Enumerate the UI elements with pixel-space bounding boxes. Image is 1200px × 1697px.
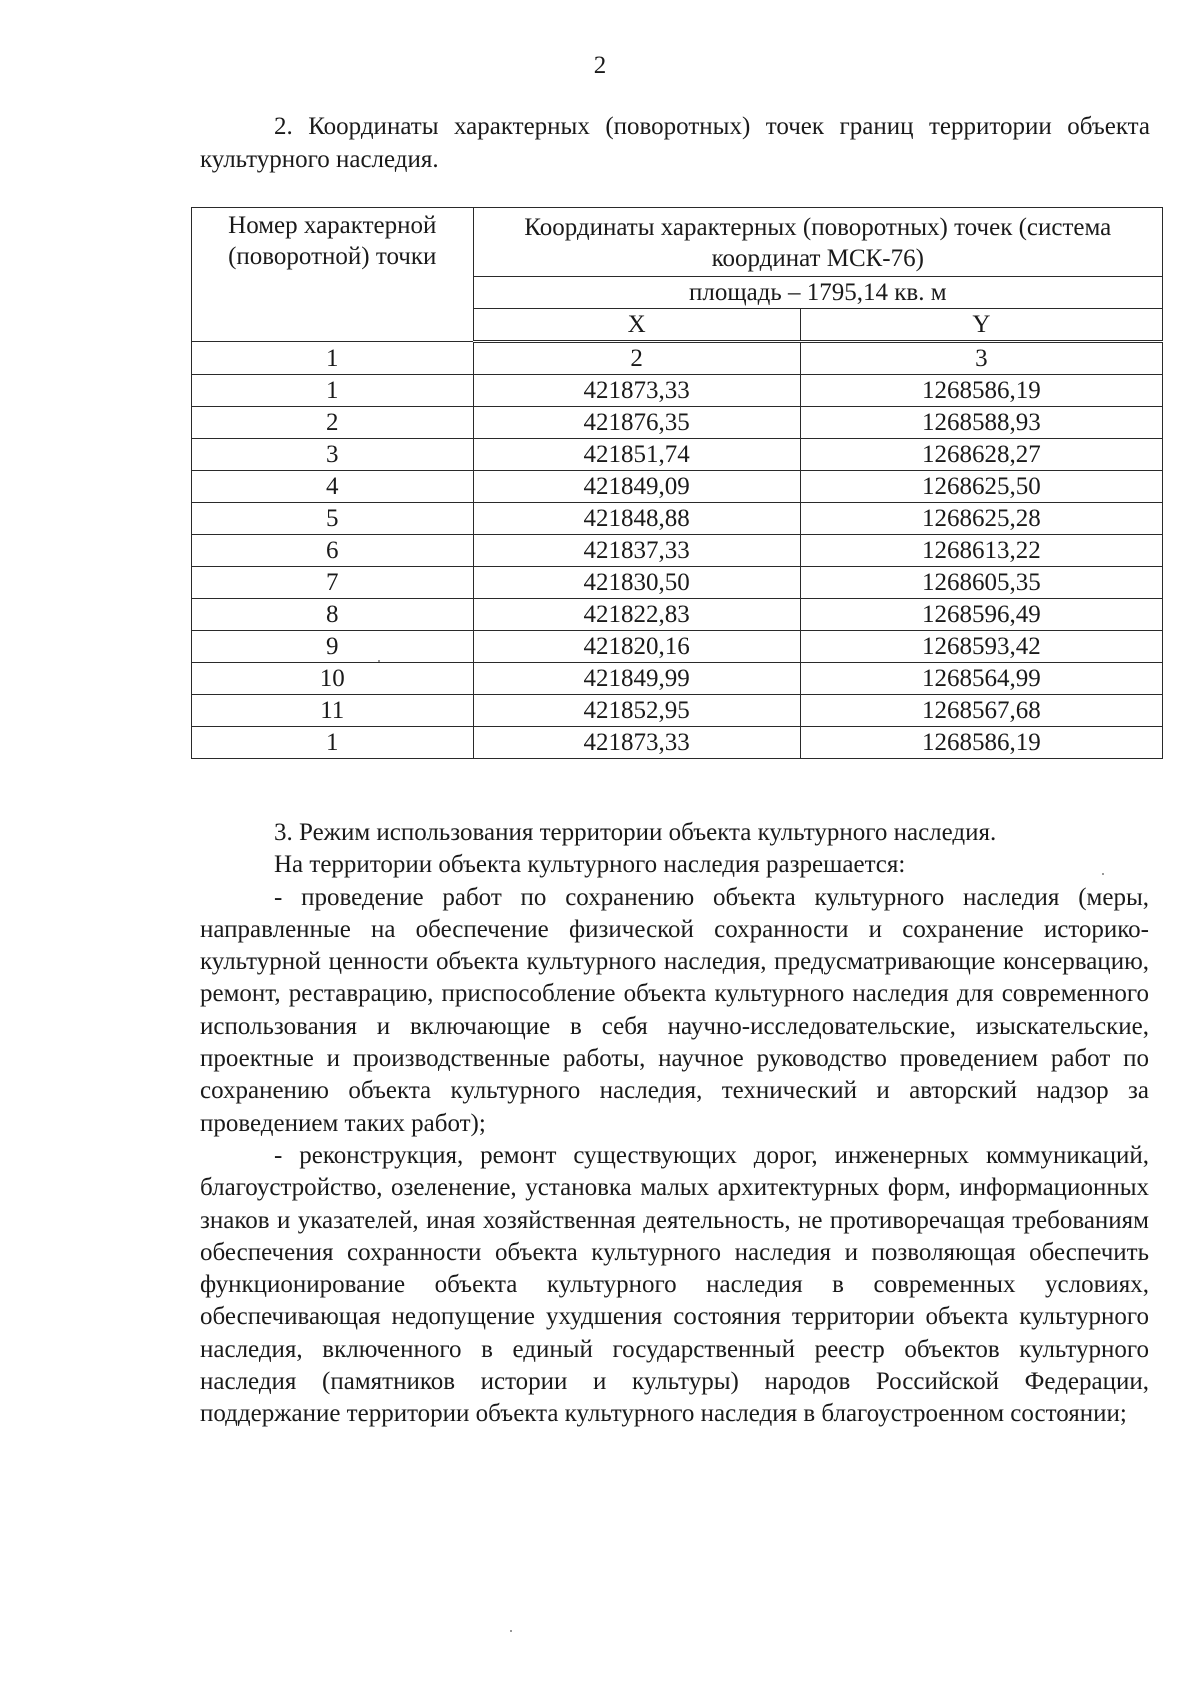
permitted-activity-item: - проведение работ по сохранению объекта культурного наследия (меры, направленные на обеспечение физической сохранности и сохранение историко-культурной ценности объекта культурного наследия, предусматривающие консервацию, ремонт, реставрацию, приспособление объекта культурного наследия для современного использования и включающие в себя научно-исследовательские, изыскательские, проектные и производственные работы, научное руководство проведением работ по сохранению объекта культурного наследия, технический и авторский надзор за проведением таких работ); xyxy=(200,883,1149,1137)
table-row xyxy=(192,631,1163,663)
header-col-y: Y xyxy=(800,309,1162,342)
y-coordinate-cell: 1268625,50 xyxy=(800,471,1162,503)
x-coordinate-cell: 421849,09 xyxy=(473,471,800,503)
column-numbers-row xyxy=(192,342,1163,375)
column-number-cell: 1 xyxy=(192,342,474,375)
x-coordinate-cell: 421849,99 xyxy=(473,663,800,695)
table-row xyxy=(192,695,1163,727)
scan-speck xyxy=(510,1630,512,1632)
table-row xyxy=(192,471,1163,503)
y-coordinate-cell: 1268586,19 xyxy=(800,375,1162,407)
x-coordinate-cell: 421873,33 xyxy=(473,727,800,759)
point-number-cell: 1 xyxy=(192,375,474,407)
permitted-activity-item: - реконструкция, ремонт существующих дорог, инженерных коммуникаций, благоустройство, озеленение, установка малых архитектурных форм, информационных знаков и указателей, иная хозяйственная деятельность, не противоречащая требованиям обеспечения сохранности объекта культурного наследия и позволяющая обеспечить функционирование объекта культурного наследия в современных условиях, обеспечивающая недопущение ухудшения состояния территории объекта культурного наследия, включенного в единый государственный реестр объектов культурного наследия (памятников истории и культуры) народов Российской Федерации, поддержание территории объекта культурного наследия в благоустроенном состоянии; xyxy=(200,1141,1149,1428)
table-row xyxy=(192,439,1163,471)
point-number-cell: 11 xyxy=(192,695,474,727)
y-coordinate-cell: 1268588,93 xyxy=(800,407,1162,439)
y-coordinate-cell: 1268628,27 xyxy=(800,439,1162,471)
point-number-cell: 5 xyxy=(192,503,474,535)
header-area: площадь – 1795,14 кв. м xyxy=(473,277,1162,309)
section-3-intro: На территории объекта культурного наследия разрешается: xyxy=(274,851,906,879)
point-number-cell: 10 xyxy=(192,663,474,695)
column-number-cell: 2 xyxy=(473,342,800,375)
x-coordinate-cell: 421820,16 xyxy=(473,631,800,663)
x-coordinate-cell: 421822,83 xyxy=(473,599,800,631)
point-number-cell: 1 xyxy=(192,727,474,759)
scan-speck xyxy=(1102,873,1104,875)
point-number-cell: 4 xyxy=(192,471,474,503)
point-number-cell: 9 xyxy=(192,631,474,663)
x-coordinate-cell: 421852,95 xyxy=(473,695,800,727)
point-number-cell: 6 xyxy=(192,535,474,567)
table-row xyxy=(192,503,1163,535)
table-row xyxy=(192,727,1163,759)
point-number-cell: 2 xyxy=(192,407,474,439)
table-row xyxy=(192,407,1163,439)
header-coordinates-title: Координаты характерных (поворотных) точек (система координат МСК-76) xyxy=(473,208,1162,277)
section-3-body xyxy=(200,817,1149,1431)
y-coordinate-cell: 1268613,22 xyxy=(800,535,1162,567)
x-coordinate-cell: 421873,33 xyxy=(473,375,800,407)
page-number: 2 xyxy=(593,52,607,79)
y-coordinate-cell: 1268586,19 xyxy=(800,727,1162,759)
point-number-cell: 8 xyxy=(192,599,474,631)
table-row xyxy=(192,375,1163,407)
point-number-cell: 7 xyxy=(192,567,474,599)
point-number-cell: 3 xyxy=(192,439,474,471)
x-coordinate-cell: 421851,74 xyxy=(473,439,800,471)
header-col-x: X xyxy=(473,309,800,342)
table-row xyxy=(192,663,1163,695)
section-3-heading: 3. Режим использования территории объекта культурного наследия. xyxy=(274,819,997,846)
column-number-cell: 3 xyxy=(800,342,1162,375)
y-coordinate-cell: 1268567,68 xyxy=(800,695,1162,727)
y-coordinate-cell: 1268605,35 xyxy=(800,567,1162,599)
y-coordinate-cell: 1268596,49 xyxy=(800,599,1162,631)
table-row xyxy=(192,599,1163,631)
table-row xyxy=(192,535,1163,567)
scan-speck xyxy=(378,660,380,662)
header-point-number: Номер характерной (поворотной) точки xyxy=(192,208,474,342)
section-2-heading: 2. Координаты характерных (поворотных) точек границ территории объекта культурного наследия. xyxy=(200,113,1150,173)
x-coordinate-cell: 421848,88 xyxy=(473,503,800,535)
y-coordinate-cell: 1268593,42 xyxy=(800,631,1162,663)
x-coordinate-cell: 421876,35 xyxy=(473,407,800,439)
x-coordinate-cell: 421837,33 xyxy=(473,535,800,567)
x-coordinate-cell: 421830,50 xyxy=(473,567,800,599)
y-coordinate-cell: 1268625,28 xyxy=(800,503,1162,535)
table-row xyxy=(192,567,1163,599)
y-coordinate-cell: 1268564,99 xyxy=(800,663,1162,695)
coordinates-table xyxy=(191,207,1163,759)
